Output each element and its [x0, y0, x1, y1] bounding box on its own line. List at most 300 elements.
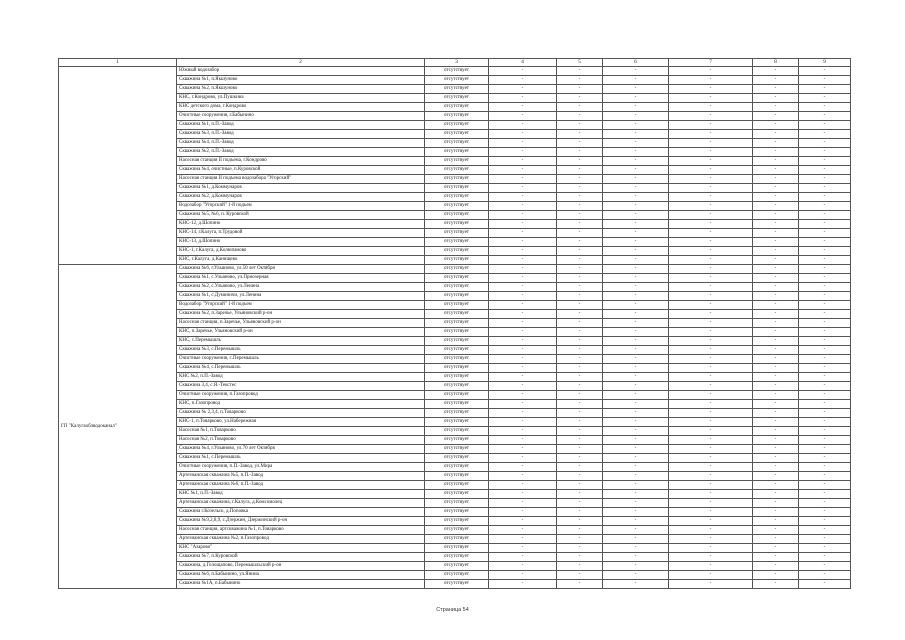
value-cell-col-4: - [489, 247, 557, 256]
value-cell-col-7: - [669, 256, 753, 265]
value-cell-col-9: - [799, 463, 851, 472]
value-cell-col-8: - [753, 346, 799, 355]
facility-name: КНС, г.Кондрово, ул.Пушкина [177, 94, 425, 103]
table-row [59, 94, 851, 103]
status-cell: отсутствует [425, 301, 489, 310]
value-cell-col-7: - [669, 202, 753, 211]
value-cell-col-4: - [489, 76, 557, 85]
facility-name: Очистные сооружения, с.Перемышль [177, 355, 425, 364]
value-cell-col-6: - [603, 490, 669, 499]
value-cell-col-5: - [557, 283, 603, 292]
value-cell-col-4: - [489, 229, 557, 238]
value-cell-col-7: - [669, 301, 753, 310]
value-cell-col-6: - [603, 373, 669, 382]
facility-name: КНС, с.Перемышль [177, 337, 425, 346]
value-cell-col-9: - [799, 373, 851, 382]
status-cell: отсутствует [425, 571, 489, 580]
value-cell-col-4: - [489, 400, 557, 409]
status-cell: отсутствует [425, 121, 489, 130]
value-cell-col-6: - [603, 94, 669, 103]
value-cell-col-4: - [489, 139, 557, 148]
value-cell-col-4: - [489, 301, 557, 310]
value-cell-col-8: - [753, 580, 799, 589]
table-row [59, 409, 851, 418]
value-cell-col-6: - [603, 256, 669, 265]
value-cell-col-4: - [489, 373, 557, 382]
facility-name: Скважина №1, д.Коммунаров [177, 184, 425, 193]
value-cell-col-4: - [489, 310, 557, 319]
facility-name: Скважина №9,2,8,9, с.Дзержин, Дзержинский р-он [177, 517, 425, 526]
value-cell-col-8: - [753, 436, 799, 445]
facility-name: Насосная станция II подъема, г.Кондрово [177, 157, 425, 166]
value-cell-col-5: - [557, 256, 603, 265]
value-cell-col-8: - [753, 544, 799, 553]
value-cell-col-4: - [489, 85, 557, 94]
value-cell-col-8: - [753, 373, 799, 382]
status-cell: отсутствует [425, 499, 489, 508]
facility-name: КНС №1, п.П.-Завод [177, 490, 425, 499]
table-row [59, 175, 851, 184]
value-cell-col-7: - [669, 436, 753, 445]
table-body [59, 67, 851, 589]
status-cell: отсутствует [425, 391, 489, 400]
table-row [59, 436, 851, 445]
value-cell-col-8: - [753, 427, 799, 436]
value-cell-col-5: - [557, 94, 603, 103]
facility-name: Скважина №2, п.Заречье, Ульяновский р-он [177, 310, 425, 319]
status-cell: отсутствует [425, 490, 489, 499]
value-cell-col-5: - [557, 130, 603, 139]
value-cell-col-4: - [489, 382, 557, 391]
table-row [59, 67, 851, 76]
value-cell-col-6: - [603, 454, 669, 463]
status-cell: отсутствует [425, 436, 489, 445]
table-row [59, 112, 851, 121]
value-cell-col-9: - [799, 238, 851, 247]
value-cell-col-6: - [603, 346, 669, 355]
table-row [59, 220, 851, 229]
value-cell-col-6: - [603, 499, 669, 508]
value-cell-col-5: - [557, 409, 603, 418]
table-row [59, 400, 851, 409]
value-cell-col-4: - [489, 499, 557, 508]
value-cell-col-7: - [669, 508, 753, 517]
facility-name: Водозабор "Угорский" 1-й подъем [177, 301, 425, 310]
value-cell-col-4: - [489, 364, 557, 373]
value-cell-col-5: - [557, 418, 603, 427]
value-cell-col-5: - [557, 454, 603, 463]
status-cell: отсутствует [425, 112, 489, 121]
value-cell-col-5: - [557, 427, 603, 436]
value-cell-col-9: - [799, 562, 851, 571]
table-row [59, 544, 851, 553]
value-cell-col-8: - [753, 472, 799, 481]
value-cell-col-4: - [489, 580, 557, 589]
value-cell-col-7: - [669, 112, 753, 121]
value-cell-col-5: - [557, 337, 603, 346]
value-cell-col-4: - [489, 553, 557, 562]
value-cell-col-6: - [603, 193, 669, 202]
value-cell-col-9: - [799, 220, 851, 229]
value-cell-col-6: - [603, 220, 669, 229]
value-cell-col-6: - [603, 184, 669, 193]
facility-name: КНС, п.Газопровод [177, 400, 425, 409]
status-cell: отсутствует [425, 202, 489, 211]
table-row [59, 508, 851, 517]
facility-name: Насосная №2, п.Товарково [177, 436, 425, 445]
facility-name: Скважина, д.Голощапово, Перемышльский р-он [177, 562, 425, 571]
facility-name: Скважина №2, п.П.-Завод [177, 148, 425, 157]
status-cell: отсутствует [425, 193, 489, 202]
status-cell: отсутствует [425, 148, 489, 157]
facility-name: Южный водозабор [177, 67, 425, 76]
value-cell-col-6: - [603, 211, 669, 220]
status-cell: отсутствует [425, 373, 489, 382]
value-cell-col-9: - [799, 310, 851, 319]
value-cell-col-6: - [603, 112, 669, 121]
value-cell-col-7: - [669, 562, 753, 571]
facility-name: Скважина №2, д.Коммунаров [177, 193, 425, 202]
value-cell-col-7: - [669, 274, 753, 283]
value-cell-col-5: - [557, 364, 603, 373]
value-cell-col-9: - [799, 445, 851, 454]
table-row [59, 571, 851, 580]
value-cell-col-8: - [753, 409, 799, 418]
table-row [59, 535, 851, 544]
value-cell-col-6: - [603, 292, 669, 301]
value-cell-col-4: - [489, 454, 557, 463]
value-cell-col-9: - [799, 130, 851, 139]
facility-name: Артезианская скважина, г.Калуга, д.Комсомолец [177, 499, 425, 508]
value-cell-col-9: - [799, 319, 851, 328]
value-cell-col-4: - [489, 211, 557, 220]
value-cell-col-8: - [753, 166, 799, 175]
status-cell: отсутствует [425, 562, 489, 571]
value-cell-col-7: - [669, 220, 753, 229]
status-cell: отсутствует [425, 247, 489, 256]
value-cell-col-9: - [799, 508, 851, 517]
value-cell-col-7: - [669, 310, 753, 319]
value-cell-col-8: - [753, 274, 799, 283]
status-cell: отсутствует [425, 481, 489, 490]
value-cell-col-5: - [557, 274, 603, 283]
value-cell-col-6: - [603, 391, 669, 400]
value-cell-col-6: - [603, 301, 669, 310]
value-cell-col-7: - [669, 427, 753, 436]
value-cell-col-4: - [489, 67, 557, 76]
table-row [59, 463, 851, 472]
value-cell-col-9: - [799, 211, 851, 220]
value-cell-col-4: - [489, 508, 557, 517]
page-footer: Страница 54 [436, 607, 469, 613]
table-row [59, 85, 851, 94]
value-cell-col-9: - [799, 418, 851, 427]
value-cell-col-9: - [799, 184, 851, 193]
col-header-2: 2 [177, 59, 425, 67]
value-cell-col-5: - [557, 67, 603, 76]
value-cell-col-5: - [557, 148, 603, 157]
value-cell-col-7: - [669, 283, 753, 292]
facility-name: КНС, п.Заречье, Ульяновский р-он [177, 328, 425, 337]
value-cell-col-8: - [753, 310, 799, 319]
facility-name: Скважина №2, с.Ульяново, ул.Ленина [177, 283, 425, 292]
value-cell-col-8: - [753, 76, 799, 85]
facility-name: Очистные сооружения, п.П.-Завод, ул.Мира [177, 463, 425, 472]
facility-name: Скважина №5, №6, п. Куровской [177, 211, 425, 220]
value-cell-col-4: - [489, 445, 557, 454]
value-cell-col-8: - [753, 382, 799, 391]
value-cell-col-7: - [669, 481, 753, 490]
value-cell-col-5: - [557, 562, 603, 571]
status-cell: отсутствует [425, 517, 489, 526]
table-row [59, 472, 851, 481]
value-cell-col-6: - [603, 67, 669, 76]
table-row [59, 157, 851, 166]
facility-name: Скважина г.Козельск, д.Поповка [177, 508, 425, 517]
table-row [59, 292, 851, 301]
value-cell-col-8: - [753, 490, 799, 499]
value-cell-col-7: - [669, 580, 753, 589]
value-cell-col-8: - [753, 337, 799, 346]
table-row [59, 184, 851, 193]
value-cell-col-5: - [557, 247, 603, 256]
value-cell-col-9: - [799, 76, 851, 85]
value-cell-col-6: - [603, 139, 669, 148]
table-row [59, 391, 851, 400]
value-cell-col-5: - [557, 301, 603, 310]
facility-name: КНС-12, д.Шопино [177, 220, 425, 229]
value-cell-col-4: - [489, 517, 557, 526]
value-cell-col-9: - [799, 229, 851, 238]
value-cell-col-4: - [489, 346, 557, 355]
value-cell-col-7: - [669, 139, 753, 148]
value-cell-col-6: - [603, 364, 669, 373]
value-cell-col-7: - [669, 571, 753, 580]
table-row [59, 265, 851, 274]
status-cell: отсутствует [425, 346, 489, 355]
value-cell-col-7: - [669, 499, 753, 508]
status-cell: отсутствует [425, 454, 489, 463]
status-cell: отсутствует [425, 85, 489, 94]
value-cell-col-7: - [669, 454, 753, 463]
value-cell-col-7: - [669, 193, 753, 202]
value-cell-col-4: - [489, 112, 557, 121]
value-cell-col-7: - [669, 229, 753, 238]
value-cell-col-5: - [557, 265, 603, 274]
value-cell-col-8: - [753, 364, 799, 373]
status-cell: отсутствует [425, 508, 489, 517]
facility-name: Скважина №1, п.П.-Завод [177, 121, 425, 130]
value-cell-col-9: - [799, 553, 851, 562]
value-cell-col-6: - [603, 265, 669, 274]
value-cell-col-9: - [799, 391, 851, 400]
value-cell-col-7: - [669, 445, 753, 454]
table-row [59, 526, 851, 535]
table-row [59, 427, 851, 436]
value-cell-col-6: - [603, 562, 669, 571]
status-cell: отсутствует [425, 580, 489, 589]
value-cell-col-9: - [799, 265, 851, 274]
value-cell-col-8: - [753, 499, 799, 508]
value-cell-col-6: - [603, 229, 669, 238]
table-row [59, 382, 851, 391]
value-cell-col-7: - [669, 85, 753, 94]
value-cell-col-4: - [489, 562, 557, 571]
value-cell-col-9: - [799, 409, 851, 418]
facility-name: КНС, г.Калуга, д.Канищево [177, 256, 425, 265]
facility-name: КНС детского дома, г.Кондрово [177, 103, 425, 112]
value-cell-col-9: - [799, 499, 851, 508]
facility-name: Артезианская скважина №5, п.П.-Завод [177, 472, 425, 481]
status-cell: отсутствует [425, 229, 489, 238]
status-cell: отсутствует [425, 139, 489, 148]
table-row [59, 328, 851, 337]
value-cell-col-6: - [603, 283, 669, 292]
status-cell: отсутствует [425, 535, 489, 544]
table-row [59, 148, 851, 157]
table-row [59, 139, 851, 148]
table-row [59, 580, 851, 589]
col-header-4: 4 [489, 59, 557, 67]
value-cell-col-7: - [669, 319, 753, 328]
value-cell-col-8: - [753, 319, 799, 328]
col-header-7: 7 [669, 59, 753, 67]
table-row [59, 283, 851, 292]
value-cell-col-6: - [603, 535, 669, 544]
value-cell-col-4: - [489, 436, 557, 445]
value-cell-col-8: - [753, 211, 799, 220]
value-cell-col-5: - [557, 400, 603, 409]
value-cell-col-5: - [557, 184, 603, 193]
value-cell-col-6: - [603, 238, 669, 247]
status-cell: отсутствует [425, 544, 489, 553]
table-row [59, 418, 851, 427]
value-cell-col-5: - [557, 490, 603, 499]
value-cell-col-9: - [799, 544, 851, 553]
value-cell-col-7: - [669, 337, 753, 346]
value-cell-col-5: - [557, 310, 603, 319]
value-cell-col-6: - [603, 418, 669, 427]
value-cell-col-9: - [799, 355, 851, 364]
value-cell-col-5: - [557, 535, 603, 544]
value-cell-col-5: - [557, 121, 603, 130]
value-cell-col-4: - [489, 337, 557, 346]
value-cell-col-4: - [489, 481, 557, 490]
value-cell-col-6: - [603, 247, 669, 256]
value-cell-col-5: - [557, 328, 603, 337]
table-row [59, 310, 851, 319]
value-cell-col-5: - [557, 508, 603, 517]
value-cell-col-6: - [603, 409, 669, 418]
value-cell-col-8: - [753, 328, 799, 337]
value-cell-col-4: - [489, 157, 557, 166]
value-cell-col-9: - [799, 382, 851, 391]
facility-name: КНС №2, п.П.-Завод [177, 373, 425, 382]
value-cell-col-8: - [753, 238, 799, 247]
facility-name: Скважина №1, с.Думиничи, ул.Ленина [177, 292, 425, 301]
value-cell-col-6: - [603, 76, 669, 85]
facility-name: Насосная №1, п.Товарково [177, 427, 425, 436]
value-cell-col-5: - [557, 436, 603, 445]
value-cell-col-5: - [557, 319, 603, 328]
status-cell: отсутствует [425, 328, 489, 337]
value-cell-col-9: - [799, 490, 851, 499]
facility-name: Скважина №4, г.Ульяново, ул.70 лет Октября [177, 445, 425, 454]
table-row [59, 202, 851, 211]
facility-name: Очистные сооружения, г.Бабынино [177, 112, 425, 121]
value-cell-col-9: - [799, 202, 851, 211]
status-cell: отсутствует [425, 526, 489, 535]
facility-name: Скважина 3,4, с.Я.-Текстес [177, 382, 425, 391]
table-row [59, 166, 851, 175]
facility-name: Скважина №1, п.Якшуново [177, 76, 425, 85]
status-cell: отсутствует [425, 130, 489, 139]
value-cell-col-6: - [603, 202, 669, 211]
value-cell-col-4: - [489, 256, 557, 265]
value-cell-col-5: - [557, 157, 603, 166]
value-cell-col-8: - [753, 193, 799, 202]
status-cell: отсутствует [425, 319, 489, 328]
value-cell-col-8: - [753, 535, 799, 544]
facility-name: КНС-13, д.Шопино [177, 238, 425, 247]
value-cell-col-4: - [489, 427, 557, 436]
table-row [59, 274, 851, 283]
status-cell: отсутствует [425, 553, 489, 562]
table-row [59, 103, 851, 112]
status-cell: отсутствует [425, 283, 489, 292]
value-cell-col-6: - [603, 481, 669, 490]
value-cell-col-4: - [489, 292, 557, 301]
value-cell-col-5: - [557, 76, 603, 85]
facility-name: Насосная станция, артскважина №1, п.Товарково [177, 526, 425, 535]
value-cell-col-5: - [557, 472, 603, 481]
value-cell-col-6: - [603, 580, 669, 589]
value-cell-col-4: - [489, 544, 557, 553]
status-cell: отсутствует [425, 157, 489, 166]
value-cell-col-5: - [557, 445, 603, 454]
value-cell-col-9: - [799, 481, 851, 490]
value-cell-col-9: - [799, 436, 851, 445]
facility-name: Скважина №4, очистные, п.Куровской [177, 166, 425, 175]
value-cell-col-5: - [557, 373, 603, 382]
value-cell-col-5: - [557, 103, 603, 112]
value-cell-col-8: - [753, 67, 799, 76]
value-cell-col-6: - [603, 274, 669, 283]
value-cell-col-8: - [753, 148, 799, 157]
facility-name: Насосная станция II подъема водозабора "Угорский" [177, 175, 425, 184]
value-cell-col-7: - [669, 517, 753, 526]
value-cell-col-7: - [669, 184, 753, 193]
value-cell-col-8: - [753, 157, 799, 166]
value-cell-col-9: - [799, 121, 851, 130]
value-cell-col-4: - [489, 274, 557, 283]
value-cell-col-6: - [603, 148, 669, 157]
value-cell-col-5: - [557, 193, 603, 202]
status-cell: отсутствует [425, 337, 489, 346]
value-cell-col-8: - [753, 391, 799, 400]
table-row [59, 364, 851, 373]
value-cell-col-6: - [603, 355, 669, 364]
table-row [59, 481, 851, 490]
value-cell-col-9: - [799, 337, 851, 346]
value-cell-col-4: - [489, 463, 557, 472]
status-cell: отсутствует [425, 400, 489, 409]
facility-name: Скважина №2, п.Якшуново [177, 85, 425, 94]
value-cell-col-4: - [489, 319, 557, 328]
value-cell-col-6: - [603, 571, 669, 580]
value-cell-col-7: - [669, 328, 753, 337]
value-cell-col-8: - [753, 103, 799, 112]
